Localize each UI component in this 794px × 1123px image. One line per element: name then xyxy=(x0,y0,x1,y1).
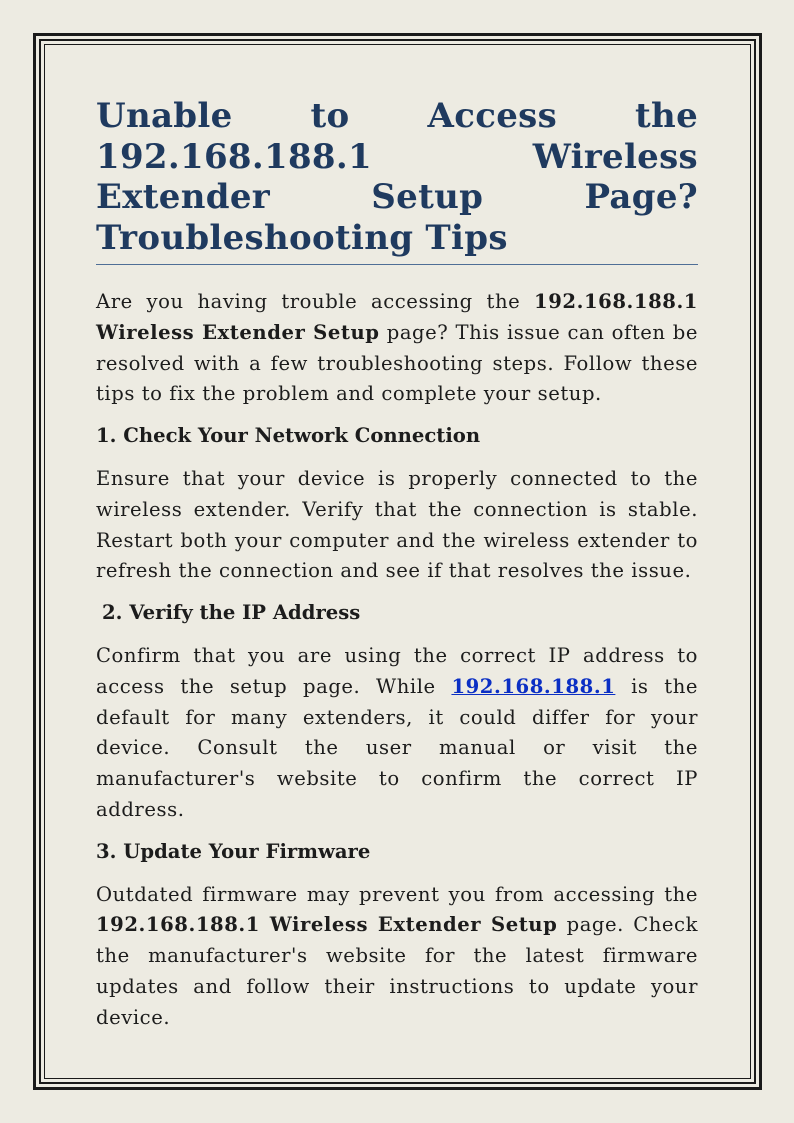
ip-text-start: Confirm that you are using the correct IP address to access the setup page. While xyxy=(96,643,698,698)
intro-text-start: Are you having trouble accessing the xyxy=(96,290,535,313)
intro-text-end: page? This issue can often be resolved with a few troubleshooting steps. Follow these tips to fix the problem and complete your setup. xyxy=(96,320,699,406)
section-heading-firmware: 3. Update Your Firmware xyxy=(96,839,371,863)
ip-address-link[interactable]: 192.168.188.1 xyxy=(451,674,616,698)
page-title: Unable to Access the 192.168.188.1 Wireless Extender Setup Page? Troubleshooting Tips xyxy=(96,96,698,258)
section-paragraph-firmware xyxy=(96,880,698,1034)
intro-paragraph xyxy=(96,287,698,410)
intro-bold-term: 192.168.188.1 Wireless Extender Setup xyxy=(96,290,698,344)
section-paragraph-network: Ensure that your device is properly connected to the wireless extender. Verify that the connection is stable. Restart both your computer and the wireless extender to refresh the connection and see if that resolves the issue. xyxy=(96,466,698,583)
ip-text-end: is the default for many extenders, it could differ for your device. Consult the user manual or visit the manufacturer's website to confirm the correct IP address. xyxy=(96,674,699,821)
section-paragraph-ip-address xyxy=(96,641,698,826)
document-content xyxy=(96,96,698,1045)
section-heading-ip-address: 2. Verify the IP Address xyxy=(102,601,361,625)
firmware-text-start: Outdated firmware may prevent you from accessing the xyxy=(96,882,698,906)
title-divider xyxy=(96,264,698,265)
firmware-bold-term: 192.168.188.1 Wireless Extender Setup xyxy=(96,913,558,937)
firmware-text-end: page. Check the manufacturer's website for the latest firmware updates and follow their instructions to update your device. xyxy=(96,913,698,1029)
section-heading-network: 1. Check Your Network Connection xyxy=(96,424,481,448)
